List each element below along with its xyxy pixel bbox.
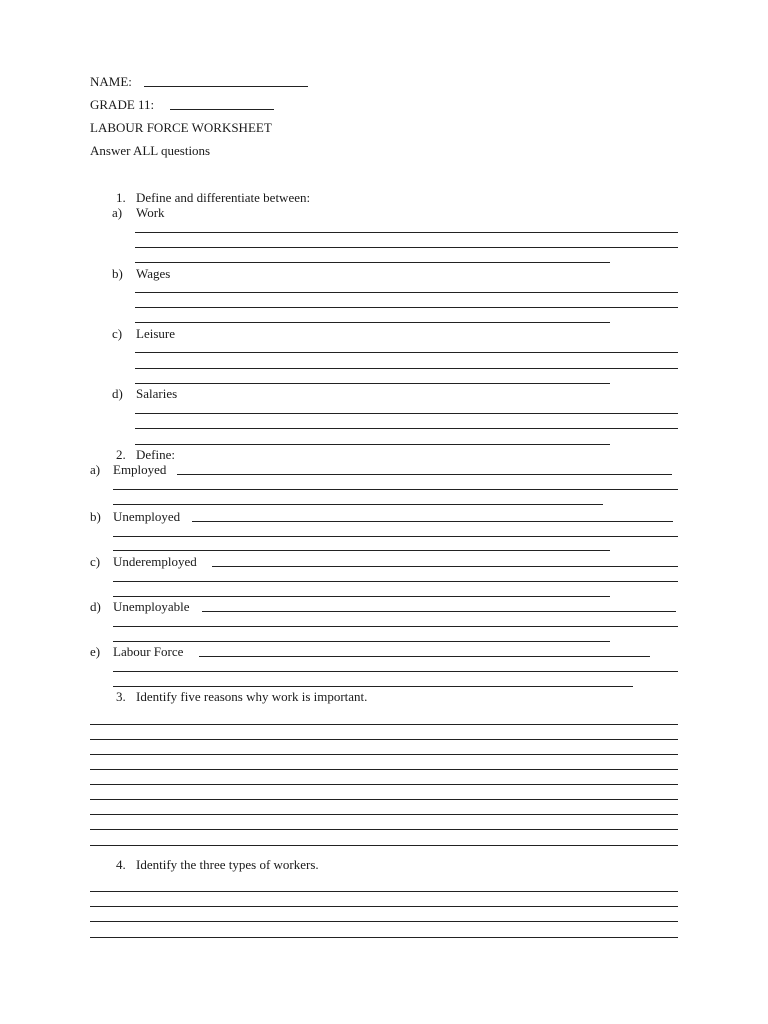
q2a-label: Employed	[113, 462, 167, 477]
q1-prompt: Define and differentiate between:	[136, 190, 311, 205]
q1d-letter: d)	[112, 386, 123, 401]
q1b-letter: b)	[112, 266, 123, 281]
q1a-answer-line[interactable]	[135, 247, 678, 248]
q2e-letter: e)	[90, 644, 101, 659]
q2a-answer-line[interactable]	[113, 504, 603, 505]
q2d-answer-line[interactable]	[113, 626, 678, 627]
q3-answer-line[interactable]	[90, 754, 678, 755]
q2b-letter: b)	[90, 509, 101, 524]
q2e-label: Labour Force	[113, 644, 184, 659]
q3-answer-line[interactable]	[90, 784, 678, 785]
q2d-label: Unemployable	[113, 599, 190, 614]
q1d-label: Salaries	[136, 386, 178, 401]
q2d-answer-line[interactable]	[113, 641, 610, 642]
q3-answer-line[interactable]	[90, 799, 678, 800]
q2e-answer-line[interactable]	[113, 671, 678, 672]
q1d-answer-line[interactable]	[135, 413, 678, 414]
q2b-answer-line[interactable]	[192, 521, 673, 522]
q2c-answer-line[interactable]	[212, 566, 678, 567]
q4-answer-line[interactable]	[90, 906, 678, 907]
q2b-answer-line[interactable]	[113, 536, 678, 537]
q2d-letter: d)	[90, 599, 101, 614]
q1b-answer-line[interactable]	[135, 307, 678, 308]
q3-answer-line[interactable]	[90, 845, 678, 846]
q4-answer-line[interactable]	[90, 937, 678, 938]
q2e-answer-line[interactable]	[199, 656, 650, 657]
q2c-label: Underemployed	[113, 554, 197, 569]
q2a-letter: a)	[90, 462, 101, 477]
q2-number: 2.	[116, 447, 126, 462]
q2b-answer-line[interactable]	[113, 550, 610, 551]
q3-answer-line[interactable]	[90, 739, 678, 740]
q1a-letter: a)	[112, 205, 123, 220]
q2e-answer-line[interactable]	[113, 686, 633, 687]
q1b-label: Wages	[136, 266, 171, 281]
q1b-answer-line[interactable]	[135, 292, 678, 293]
q3-prompt: Identify five reasons why work is important.	[136, 689, 368, 704]
q2c-answer-line[interactable]	[113, 596, 610, 597]
q1a-label: Work	[136, 205, 165, 220]
q4-answer-line[interactable]	[90, 891, 678, 892]
worksheet-title: LABOUR FORCE WORKSHEET	[90, 120, 272, 135]
q1c-answer-line[interactable]	[135, 383, 610, 384]
q3-answer-line[interactable]	[90, 724, 678, 725]
q2d-answer-line[interactable]	[202, 611, 676, 612]
grade-answer-line[interactable]	[170, 109, 274, 110]
q2b-label: Unemployed	[113, 509, 181, 524]
q4-answer-line[interactable]	[90, 921, 678, 922]
q4-number: 4.	[116, 857, 126, 872]
q1c-answer-line[interactable]	[135, 368, 678, 369]
q1b-answer-line[interactable]	[135, 322, 610, 323]
q2c-letter: c)	[90, 554, 101, 569]
q1c-answer-line[interactable]	[135, 352, 678, 353]
q3-answer-line[interactable]	[90, 769, 678, 770]
q1a-answer-line[interactable]	[135, 262, 610, 263]
q3-number: 3.	[116, 689, 126, 704]
q1-number: 1.	[116, 190, 126, 205]
name-answer-line[interactable]	[144, 86, 308, 87]
q1c-label: Leisure	[136, 326, 175, 341]
q3-answer-line[interactable]	[90, 829, 678, 830]
instruction-text: Answer ALL questions	[90, 143, 211, 158]
q1d-answer-line[interactable]	[135, 444, 610, 445]
q3-answer-line[interactable]	[90, 814, 678, 815]
q2a-answer-line[interactable]	[177, 474, 672, 475]
q1d-answer-line[interactable]	[135, 428, 678, 429]
q2a-answer-line[interactable]	[113, 489, 678, 490]
q2c-answer-line[interactable]	[113, 581, 678, 582]
q1c-letter: c)	[112, 326, 123, 341]
name-label: NAME:	[90, 74, 132, 89]
grade-label: GRADE 11:	[90, 97, 155, 112]
q4-prompt: Identify the three types of workers.	[136, 857, 319, 872]
q2-prompt: Define:	[136, 447, 175, 462]
q1a-answer-line[interactable]	[135, 232, 678, 233]
